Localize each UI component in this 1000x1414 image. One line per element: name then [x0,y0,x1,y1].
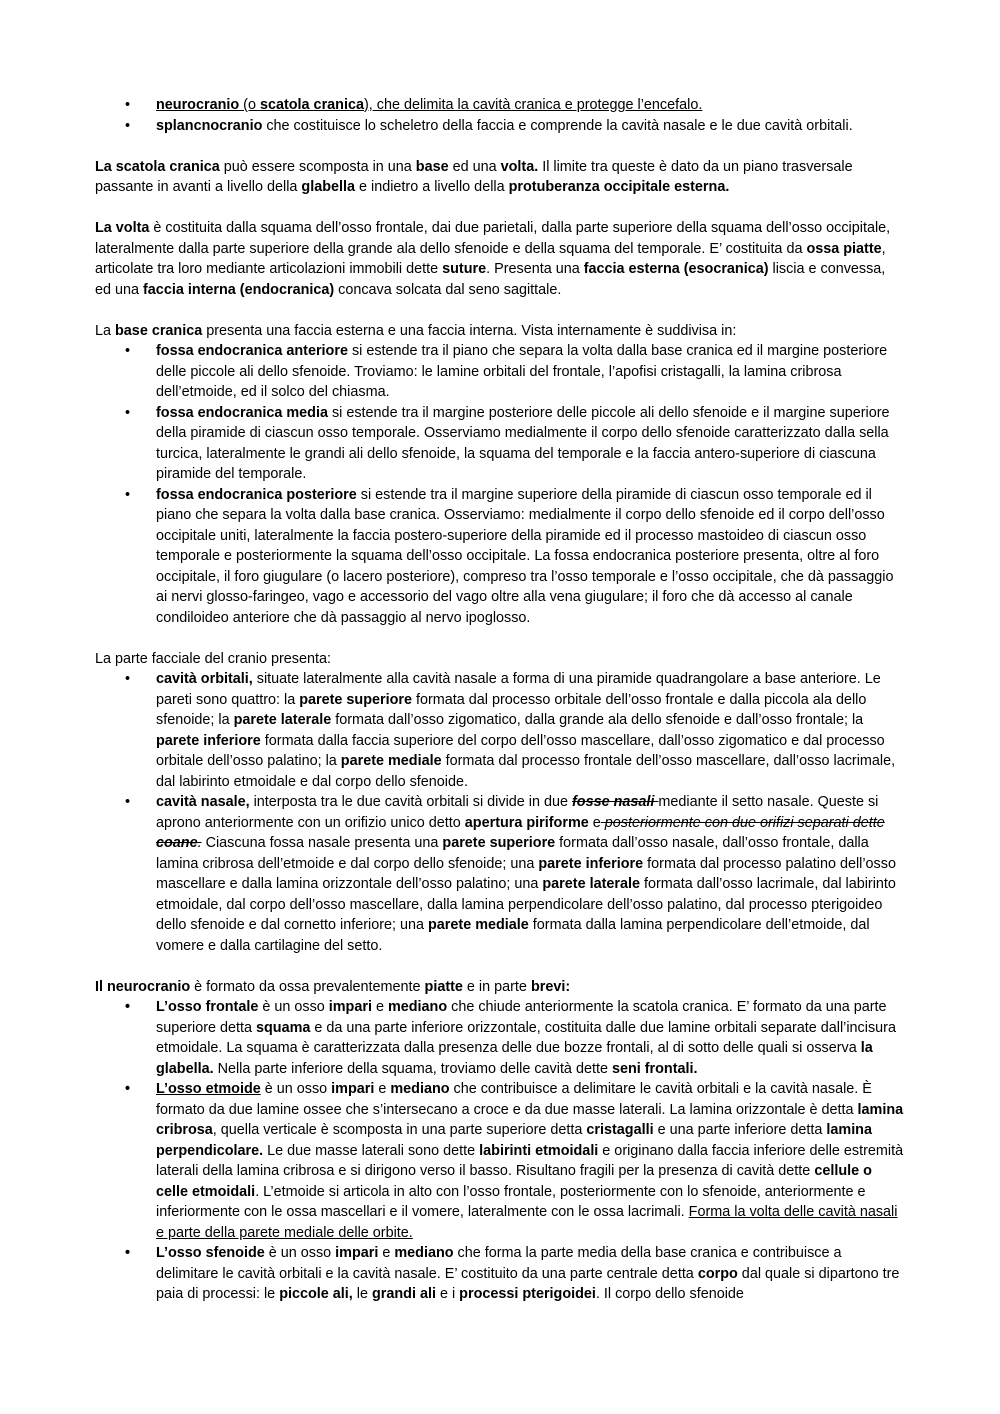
text: si estende tra il margine superiore della piramide di ciascun osso temporale ed il piano che separa la volta dalla base cranica. Osserviamo: medialmente il corpo dello sfenoide ed il corpo dell’osso occipitale uniti, lateralmente la faccia postero-superiore della piramide ed il processo mastoideo di ciascun osso temporale e posteriormente la squama dell’osso occipitale. La fossa endocranica posteriore presenta, oltre al foro occipitale, il foro giugulare (o lacero posteriore), compreso tra l’osso temporale e l’osso occipitale, che dà passaggio ai nervi glosso-faringeo, vago e accessorio del vago oltre alla vena giugulare; il foro che dà accesso al canale condiloideo anteriore che dà passaggio al nervo ipoglosso. [156,486,894,626]
text: interposta tra le due cavità orbitali si divide in due [249,794,572,810]
text: formata dalla faccia superiore del corpo dell’osso mascellare, dall’osso zigomatico e dal processo orbitale dell’osso palatino; la [156,732,885,769]
term: mediano [394,1245,454,1261]
underlined-sentence [156,97,702,113]
term: impari [335,1245,379,1261]
term: cristagalli [586,1122,654,1138]
term: mediano [390,1081,450,1097]
bullet: • [125,117,131,134]
term: faccia esterna (esocranica) [583,261,769,277]
term: grandi ali [371,1286,436,1302]
text: è un osso [260,1081,332,1097]
list-item-fossa-posteriore [95,485,904,629]
term: cavità nasale, [156,794,250,810]
text: formata dalla lamina perpendicolare dell’etmoide, dal vomere e dalla cartilagine del setto. [156,917,870,954]
text: si estende tra il piano che separa la volta dalla base cranica ed il margine posteriore delle piccole ali dello sfenoide. Troviamo: le lamine orbitali del frontale, l’apofisi cristagalli, la lamina cribrosa dell’etmoide, ed il solco del chiasma. [156,343,888,400]
term: parete superiore [442,835,556,851]
text: ), che delimita la cavità cranica e protegge l’encefalo. [363,97,703,113]
term: faccia interna (endocranica) [143,281,335,298]
paragraph-neurocranio [95,977,904,998]
term: Il neurocranio [95,978,191,995]
text: si estende tra il margine posteriore delle piccole ali dello sfenoide e il margine superiore della piramide di ciascun osso temporale. Osserviamo medialmente il corpo dello sfenoide caratterizzato dalla sella turcica, lateralmente le grandi ali dello sfenoide, la squama del temporale e la faccia antero-superiore di ciascuna piramide del temporale. [156,404,890,482]
text: ed una [448,158,501,175]
text: mediante il setto nasale. Queste si aprono anteriormente con un orifizio unico detto [156,794,879,831]
bullet: • [125,1245,131,1261]
text: formata dal processo frontale dell’osso mascellare, dall’osso lacrimale, dal labirinto etmoidale e dal corpo dello sfenoide. [156,753,896,790]
list-item-osso-frontale [95,997,904,1079]
bullet: • [125,97,131,113]
list-item-cavita-orbitali [95,669,904,792]
text: che contribuisce a delimitare le cavità orbitali e la cavità nasale. È formato da due lamine ossee che s’intersecano a croce e da due masse laterali. La lamina orizzontale è detta [156,1081,872,1118]
text: è formato da ossa prevalentemente [190,978,425,995]
text: . Il corpo dello sfenoide [595,1286,744,1302]
term: cavità orbitali, [156,671,253,687]
text: formata dal processo orbitale dell’osso frontale e dalla piccola ala dello sfenoide; la [156,691,867,728]
paragraph-parte-facciale [95,649,904,670]
text: Ciascuna fossa nasale presenta una [201,835,443,851]
term: lamina cribrosa [156,1101,904,1138]
list-item-osso-etmoide [95,1079,904,1243]
bullet: • [125,794,131,810]
bullet: • [125,404,131,421]
term-scatola-cranica: scatola cranica [259,97,364,113]
term: ossa piatte [806,240,882,257]
text: Le due masse laterali sono dette [263,1142,480,1159]
text: dal quale si dipartono tre paia di processi: le [156,1265,900,1302]
term: fossa endocranica posteriore [156,486,357,503]
text: , articolate tra loro mediante articolazioni immobili dette [95,240,886,277]
bullet: • [125,1081,131,1097]
struck-text: fosse nasali [571,794,659,810]
term: parete inferiore [156,732,261,749]
text: e in parte [462,978,531,995]
term: apertura piriforme [464,814,589,831]
term: L’osso sfenoide [156,1245,265,1261]
term: impari [331,1081,375,1097]
bullet: • [125,671,131,687]
term: processi pterigoidei [459,1286,596,1302]
term: volta. [500,158,539,175]
list-item-fossa-anteriore [95,341,904,403]
term: base cranica [115,322,203,339]
bullet: • [125,999,131,1015]
text: e una parte inferiore detta [653,1122,827,1138]
text: le [352,1286,372,1302]
text: che forma la parte media della base cranica e contribuisce a delimitare le cavità orbitali e la cavità nasale. E’ costituito da una parte centrale detta [156,1245,842,1282]
text: formata dall’osso nasale, dall’osso frontale, dalla lamina cribrosa dell’etmoide e dal corpo dello sfenoide; una [156,835,869,872]
paragraph-scatola-cranica [95,157,904,198]
term: lamina perpendicolare. [156,1122,872,1159]
text: e [378,1245,395,1261]
term: L’osso etmoide [156,1081,261,1097]
paragraph-base-cranica [95,321,904,342]
text: che chiude anteriormente la scatola cranica. E’ formato da una parte superiore detta [156,999,887,1036]
text: e indietro a livello della [355,179,509,195]
term: parete mediale [428,917,529,933]
term: la glabella. [156,1040,873,1077]
term: labirinti etmoidali [479,1142,599,1159]
term: impari [328,999,372,1015]
paragraph-volta [95,218,904,300]
list-item-osso-sfenoide [95,1243,904,1305]
text: che costituisce lo scheletro della faccia e comprende la cavità nasale e le due cavità orbitali. [262,117,853,134]
term: parete laterale [542,876,640,892]
term: parete mediale [340,753,442,769]
term: fossa endocranica media [156,404,328,421]
list-item-cavita-nasale [95,792,904,956]
term: suture [442,261,487,277]
bullet: • [125,486,131,503]
underlined-sentence: Forma la volta delle cavità nasali e parte della parete mediale delle orbite. [156,1204,898,1241]
struck-text: posteriormente con due orifizi separati dette coane. [156,814,885,851]
term: brevi: [530,978,571,995]
text: concava solcata dal seno sagittale. [334,281,562,298]
facciale-list [95,669,904,956]
term: piccole ali, [279,1286,353,1302]
skull-parts-list [95,95,904,136]
text: e [374,1081,391,1097]
term: seni frontali. [611,1060,698,1077]
term-splancnocranio: splancnocranio [156,117,263,134]
term: glabella [301,179,355,195]
text: (o [239,97,260,113]
term: corpo [697,1265,738,1282]
term: La volta [95,220,150,236]
text: Il limite tra queste è dato da un piano trasversale passante in avanti a livello della [95,158,853,195]
text: e originano dalla faccia inferiore delle estremità laterali della lamina cribrosa e si dirigono verso il basso. Risultano fragili per la presenza di cavità dette [156,1142,904,1179]
text: può essere scomposta in una [219,158,416,175]
term: cellule o celle etmoidali [156,1163,872,1200]
text: Nella parte inferiore della squama, troviamo delle cavità dette [213,1060,612,1077]
text: , quella verticale è scomposta in una parte superiore detta [212,1122,587,1138]
text: . Presenta una [486,261,584,277]
text: formata dall’osso lacrimale, dal labirinto etmoidale, dal corpo dell’osso mascellare, dalla lamina perpendicolare dell’osso palatino, dal processo pterigoideo dello sfenoide e dal cornetto inferiore; una [156,876,896,933]
text: e i [435,1286,460,1302]
list-item-fossa-media [95,403,904,485]
text: . L’etmoide si articola in alto con l’osso frontale, posteriormente con lo sfenoide, anteriormente e inferiormente con le ossa mascellari e il vomere, lateralmente con le ossa lacrimali. [156,1183,866,1220]
term: fossa endocranica anteriore [156,343,348,359]
text: e [371,999,388,1015]
term-neurocranio: neurocranio [156,97,240,113]
text: presenta una faccia esterna e una faccia interna. Vista internamente è suddivisa in: [202,322,737,339]
term: parete superiore [299,691,412,708]
text: liscia e convessa, ed una [95,261,886,298]
text: e [588,814,601,831]
term: piatte [424,978,463,995]
term: protuberanza occipitale esterna. [508,179,730,195]
text: è un osso [264,1245,336,1261]
text: formata dal processo palatino dell’osso mascellare e dalla lamina orizzontale dell’osso palatino; una [156,855,896,892]
bullet: • [125,343,131,359]
list-item-splancnocranio [95,116,904,137]
term: La scatola cranica [95,158,220,175]
term: L’osso frontale [156,999,259,1015]
text: La parte facciale del cranio presenta: [95,650,331,667]
text: situate lateralmente alla cavità nasale a forma di una piramide quadrangolare a base anteriore. Le pareti sono quattro: la [156,671,881,708]
term: mediano [387,999,448,1015]
term: base [415,158,449,175]
text: è un osso [258,999,329,1015]
text: è costituita dalla squama dell’osso frontale, dai due parietali, dalla parte superiore della squama dell’osso occipitale, lateralmente dalla parte superiore della grande ala dello sfenoide e della squama del temporale. E’ costituita da [95,220,891,257]
term: parete laterale [233,712,332,728]
text: formata dall’osso zigomatico, dalla grande ala dello sfenoide e dall’osso frontale; la [331,712,864,728]
term: parete inferiore [538,855,644,872]
ossa-list [95,997,904,1305]
text: e da una parte inferiore orizzontale, costituita dalle due lamine orbitali separate dall’incisura etmoidale. La squama è caratterizzata dalla presenza delle due bozze frontali, al di sotto delle quali si osserva [156,1019,896,1056]
term: squama [256,1019,311,1036]
fosse-list [95,341,904,628]
text: La [95,322,116,339]
list-item-neurocranio [95,95,904,116]
